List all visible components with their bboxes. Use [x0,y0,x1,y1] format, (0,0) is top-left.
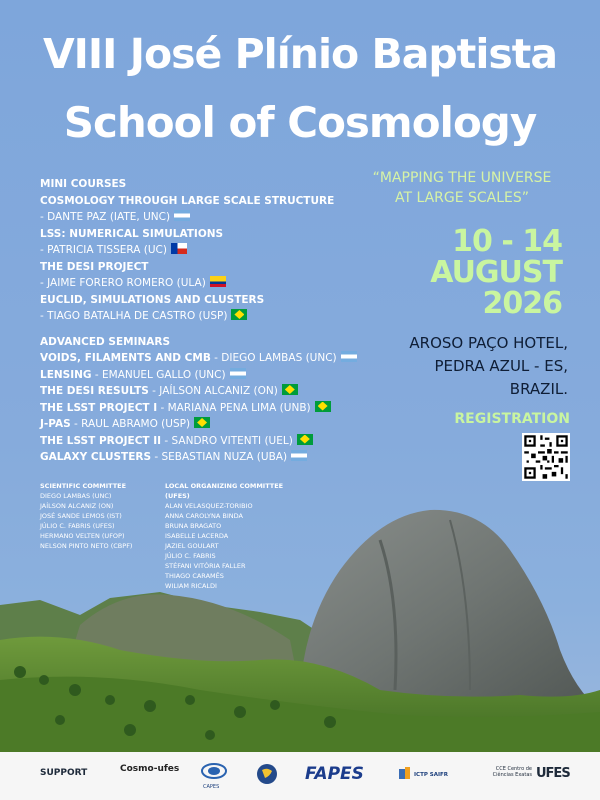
committee-member: HERMANO VELTEN (UFOP) [40,532,125,540]
committee-member: STÉFANI VITÓRIA FALLER [165,562,246,570]
seminar-6-speaker: - SANDRO VITENTI (UEL) [161,434,293,447]
mini-course-1-speaker-row [40,209,380,226]
scientific-committee-heading: SCIENTIFIC COMMITTEE [40,482,127,490]
dates-range: 10 - 14 [452,224,562,259]
ictp-saifr-icon [398,766,412,782]
seminar-4 [40,400,380,417]
colombia-flag-icon [210,276,226,287]
committee-member: ANNA CAROLYNA BINDA [165,512,243,520]
committee-member: BRUNA BRAGATO [165,522,222,530]
committee-member: NELSON PINTO NETO (CBPF) [40,542,133,550]
mini-course-1-speaker: - DANTE PAZ (IATE, UNC) [40,211,171,223]
fapes-logo: FAPES [305,764,364,784]
local-committee-heading-sub: (UFES) [165,492,190,500]
support-label: SUPPORT [40,768,88,778]
committee-member: JÚLIO C. FABRIS [165,552,216,560]
tagline [352,168,572,208]
tagline-line-1: “MAPPING THE UNIVERSE [372,170,552,186]
seminar-1-speaker: - DIEGO LAMBAS (UNC) [210,352,337,364]
argentina-flag-icon [341,351,357,362]
seminar-3 [40,383,380,400]
committee-member: JÚLIO C. FABRIS (UFES) [40,522,115,530]
seminar-6 [40,433,380,450]
dates-year: 2026 [482,286,562,321]
committee-member: JOSÉ SANDE LEMOS (IST) [40,512,122,520]
mini-course-4-speaker: - TIAGO BATALHA DE CASTRO (USP) [40,310,228,322]
local-organizing-committee [165,481,295,591]
brazil-flag-icon [282,384,298,395]
venue-line-3: BRAZIL. [509,380,568,398]
seminar-2-speaker: - EMANUEL GALLO (UNC) [91,368,226,381]
committee-member: DIEGO LAMBAS (UNC) [40,492,112,500]
program-list [40,176,380,466]
argentina-flag-icon [230,368,246,379]
committee-member: WILIAM RICALDI [165,582,217,590]
committee-member: THIAGO CARAMÊS [165,572,224,580]
dates-month: AUGUST [430,255,562,290]
seminar-5-speaker: - RAUL ABRAMO (USP) [70,418,191,430]
committee-member: JAÍLSON ALCANIZ (ON) [40,502,114,510]
seminar-7 [40,449,380,466]
mini-course-2-speaker-row [40,242,380,259]
cosmo-ufes-logo: Cosmo-ufes [120,764,180,774]
ufes-logo: UFES [536,766,570,781]
seminar-3-title: THE DESI RESULTS [40,385,149,397]
argentina-flag-icon [174,210,190,221]
seminar-7-title: GALAXY CLUSTERS [40,451,152,463]
ictp-saifr-logo: ICTP SAIFR [414,772,449,778]
seminar-2-title: LENSING [40,368,92,381]
brazil-flag-icon [297,434,313,445]
seminar-5-title: J-PAS [40,418,71,430]
cce-logo: CCE Centro de Ciências Exatas [492,766,532,778]
brazil-flag-icon [231,309,247,320]
mini-course-4-speaker-row [40,308,380,325]
local-committee-heading: LOCAL ORGANIZING COMMITTEE [165,482,284,490]
mini-course-1-title: COSMOLOGY THROUGH LARGE SCALE STRUCTURE [40,194,335,207]
mini-course-3-title: THE DESI PROJECT [40,260,149,273]
mini-course-2-speaker: - PATRICIA TISSERA (UC) [40,244,167,256]
seminar-4-speaker: - MARIANA PENA LIMA (UNB) [157,401,311,414]
seminar-2 [40,367,380,384]
globe-seal-icon [256,762,278,786]
seminar-1-title: VOIDS, FILAMENTS AND CMB [40,352,211,364]
mini-course-4-title: EUCLID, SIMULATIONS AND CLUSTERS [40,293,265,306]
registration-qr-code[interactable] [522,433,570,481]
brazil-flag-icon [315,401,331,412]
seminar-5 [40,416,380,433]
seminar-4-title: THE LSST PROJECT I [40,401,158,414]
seminar-6-title: THE LSST PROJECT II [40,434,162,447]
registration-label[interactable]: REGISTRATION [454,411,570,427]
event-title-line-1: VIII José Plínio Baptista [42,30,558,78]
mini-course-2-title: LSS: NUMERICAL SIMULATIONS [40,227,224,240]
seminar-3-speaker: - JAÍLSON ALCANIZ (ON) [148,385,278,397]
venue-line-2: PEDRA AZUL - ES, [434,357,568,375]
chile-flag-icon [171,243,187,254]
committee-member: JAZIEL GOULART [165,542,219,550]
argentina-flag-icon [291,450,307,461]
scientific-committee [40,481,160,551]
event-title-line-2: School of Cosmology [63,98,537,147]
committee-member: ISABELLE LACERDA [165,532,229,540]
mini-course-3-speaker: - JAIME FORERO ROMERO (ULA) [40,277,206,289]
committee-member: ALAN VELASQUEZ-TORIBIO [165,502,253,510]
seminar-7-speaker: - SEBASTIAN NUZA (UBA) [151,451,288,463]
venue [409,332,568,401]
tagline-line-2: AT LARGE SCALES” [394,190,530,206]
brazil-flag-icon [194,417,210,428]
seminar-1 [40,350,380,367]
mini-courses-heading: MINI COURSES [40,178,127,190]
venue-line-1: AROSO PAÇO HOTEL, [409,334,568,352]
advanced-seminars-heading: ADVANCED SEMINARS [40,335,171,348]
capes-logo: CAPES [203,784,220,790]
capes-logo-icon [200,762,228,786]
mini-course-3-speaker-row [40,275,380,292]
event-dates [430,226,562,319]
